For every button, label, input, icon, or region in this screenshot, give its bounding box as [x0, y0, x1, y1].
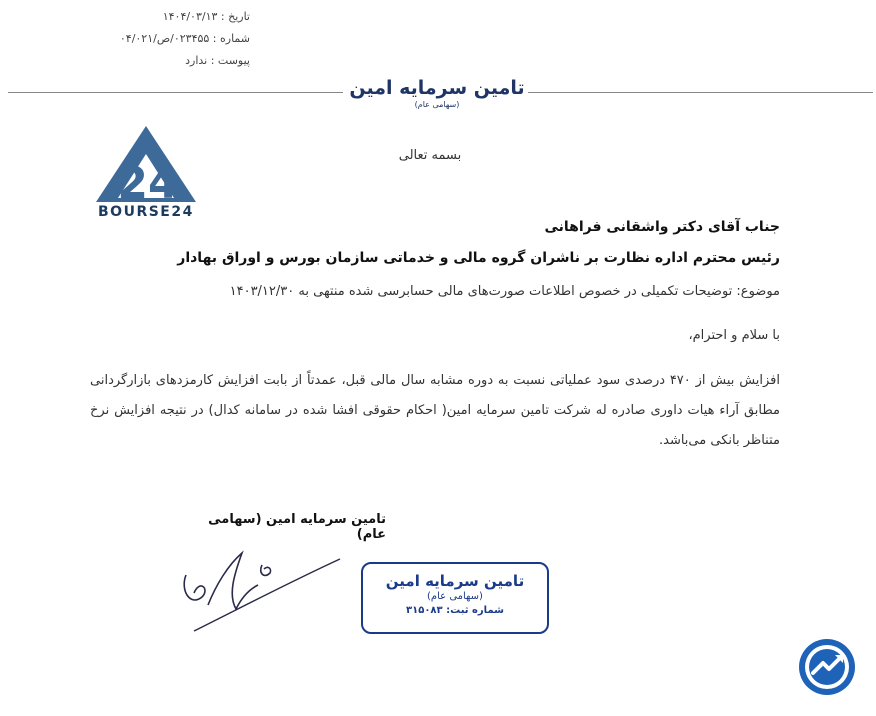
handwritten-signature-icon	[172, 545, 347, 635]
letter-greeting: با سلام و احترام،	[688, 328, 780, 343]
stamp-registration: شماره ثبت: ۳۱۵۰۸۳	[406, 605, 504, 616]
stamp-company-name: تامین سرمایه امین	[385, 572, 525, 590]
letter-number: شماره : ۰۲۳۴۵۵/ص/۰۴/۰۲۱	[119, 32, 250, 45]
brand-name: تامین سرمایه امین	[349, 77, 525, 99]
company-stamp	[361, 562, 549, 634]
trend-chart-logo-icon	[797, 637, 857, 697]
stamp-company-type: (سهامی عام)	[427, 591, 483, 602]
bismillah: بسمه تعالی	[398, 148, 462, 163]
recipient-name: جناب آقای دکتر واشقانی فراهانی	[544, 219, 780, 235]
header-divider-left	[8, 92, 343, 93]
letter-body: افزایش بیش از ۴۷۰ درصدی سود عملیاتی نسبت به دوره مشابه سال مالی قبل، عمدتاً از بابت افزایش کارمزدهای بازارگردانی مطابق آراء هیات داوری صادره له شرکت تامین سرمایه امین( احکام حقوقی افشا شده در سامانه کدال) در نتیجه افزایش نرخ متناظر بانکی می‌باشد.	[90, 373, 780, 448]
letter-meta	[100, 6, 250, 72]
recipient-title: رئیس محترم اداره نظارت بر ناشران گروه مالی و خدماتی سازمان بورس و اوراق بهادار	[177, 250, 780, 266]
brand-type: (سهامی عام)	[414, 100, 460, 109]
svg-text:24: 24	[117, 158, 179, 209]
letter-attachment: پیوست : ندارد	[185, 54, 250, 67]
brand-logo	[348, 76, 526, 110]
header-divider-right	[528, 92, 873, 93]
letter-subject: موضوع: توضیحات تکمیلی در خصوص اطلاعات صورت‌های مالی حسابرسی شده منتهی به ۱۴۰۳/۱۲/۳۰	[229, 284, 780, 299]
bourse24-logo-text: BOURSE24	[98, 204, 194, 220]
signer-name: تامین سرمایه امین (سهامی عام)	[208, 512, 386, 542]
letter-date: تاریخ : ۱۴۰۴/۰۳/۱۳	[162, 10, 250, 23]
